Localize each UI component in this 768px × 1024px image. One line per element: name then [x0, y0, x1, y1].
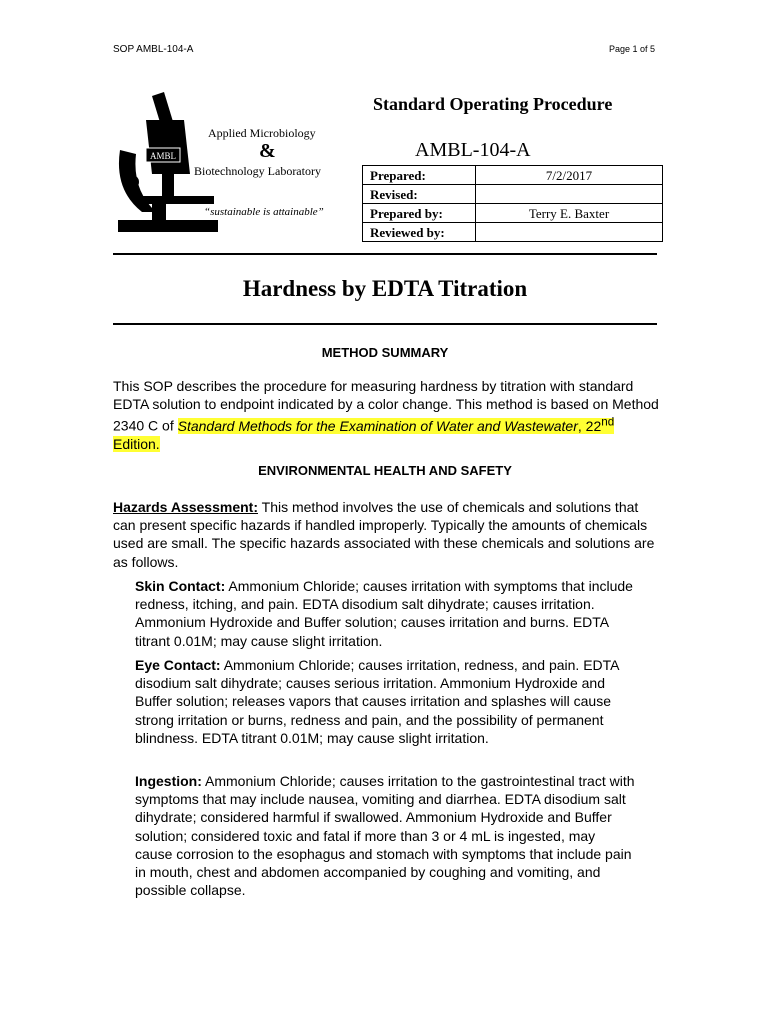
table-row [363, 166, 663, 185]
hazards-paragraph [113, 498, 661, 571]
page-header [113, 44, 655, 60]
logo-line-3: Biotechnology Laboratory [194, 164, 321, 178]
method-summary-paragraph [113, 377, 661, 453]
table-row [363, 185, 663, 204]
eye-contact-paragraph [135, 656, 635, 747]
header-page-number: Page 1 of 5 [608, 44, 655, 54]
revised-value [476, 185, 663, 204]
logo-slogan: “sustainable is attainable” [204, 206, 324, 218]
table-row [363, 223, 663, 242]
revised-label: Revised: [363, 185, 476, 204]
eye-contact-label: Eye Contact: [135, 657, 221, 673]
reference-edition-end: Edition. [113, 436, 160, 453]
ehs-heading: ENVIRONMENTAL HEALTH AND SAFETY [258, 463, 512, 478]
eye-contact-text: Ammonium Chloride; causes irritation, redness, and pain. EDTA disodium salt dihydrate; causes serious irritation. Ammonium Hydroxide and Buffer solution; releases vapors that causes irritation and splashes will cause strong irritation or burns, redness and pain, and the possibility of permanent blindness. EDTA titrant 0.01M; may cause slight irritation. [135, 657, 619, 746]
header-doc-code: SOP AMBL-104-A [113, 44, 194, 55]
ingestion-text: Ammonium Chloride; causes irritation to the gastrointestinal tract with symptoms that may include nausea, vomiting and diarrhea. EDTA disodium salt dihydrate; considered harmful if swallowed. Ammonium Hydroxide and Buffer solution; considered toxic and fatal if more than 3 or 4 mL is ingested, may cause corrosion to the esophagus and stomach with symptoms that include pain in mouth, chest and abdomen accompanied by coughing and vomiting, and possible collapse. [135, 773, 635, 899]
ingestion-paragraph [135, 772, 635, 899]
method-summary-heading: METHOD SUMMARY [321, 345, 449, 360]
reference-title: Standard Methods for the Examination of Water and Wastewater [177, 418, 578, 435]
summary-text: This SOP describes the procedure for measuring hardness by titration with standard EDTA solution to endpoint indicated by a color change. This method is based on Method 2340 C of [113, 378, 659, 435]
reference-edition-suffix: nd [601, 415, 615, 429]
sop-title: Standard Operating Procedure [373, 94, 613, 114]
sop-info-table [362, 165, 663, 242]
reviewed-by-value [476, 223, 663, 242]
document-title: Hardness by EDTA Titration [242, 276, 528, 301]
reference-edition: , 22 [577, 418, 602, 435]
ambl-logo [112, 90, 362, 240]
logo-line-1: Applied Microbiology [208, 126, 316, 140]
table-row [363, 204, 663, 223]
ingestion-label: Ingestion: [135, 773, 202, 789]
prepared-by-value: Terry E. Baxter [476, 204, 663, 223]
hazards-text: This method involves the use of chemicals and solutions that can present specific hazards if handled improperly. Typically the amounts of chemicals used are small. The specific hazards associated with these chemicals and solutions are as follows. [113, 499, 655, 570]
logo-badge: AMBL [149, 151, 177, 161]
logo-ampersand: & [259, 140, 276, 162]
skin-contact-text: Ammonium Chloride; causes irritation with symptoms that include redness, itching, and pain. EDTA disodium salt dihydrate; causes irritation. Ammonium Hydroxide and Buffer solution; causes irritation and burns. EDTA titrant 0.01M; may cause slight irritation. [135, 578, 633, 649]
reviewed-by-label: Reviewed by: [363, 223, 476, 242]
skin-contact-paragraph [135, 577, 635, 650]
prepared-label: Prepared: [363, 166, 476, 185]
skin-contact-label: Skin Contact: [135, 578, 226, 594]
sop-number: AMBL-104-A [415, 139, 531, 161]
divider-bottom [113, 323, 657, 325]
prepared-by-label: Prepared by: [363, 204, 476, 223]
divider-top [113, 253, 657, 255]
hazards-label: Hazards Assessment: [113, 499, 258, 515]
reference-highlight [113, 415, 615, 453]
prepared-value: 7/2/2017 [476, 166, 663, 185]
